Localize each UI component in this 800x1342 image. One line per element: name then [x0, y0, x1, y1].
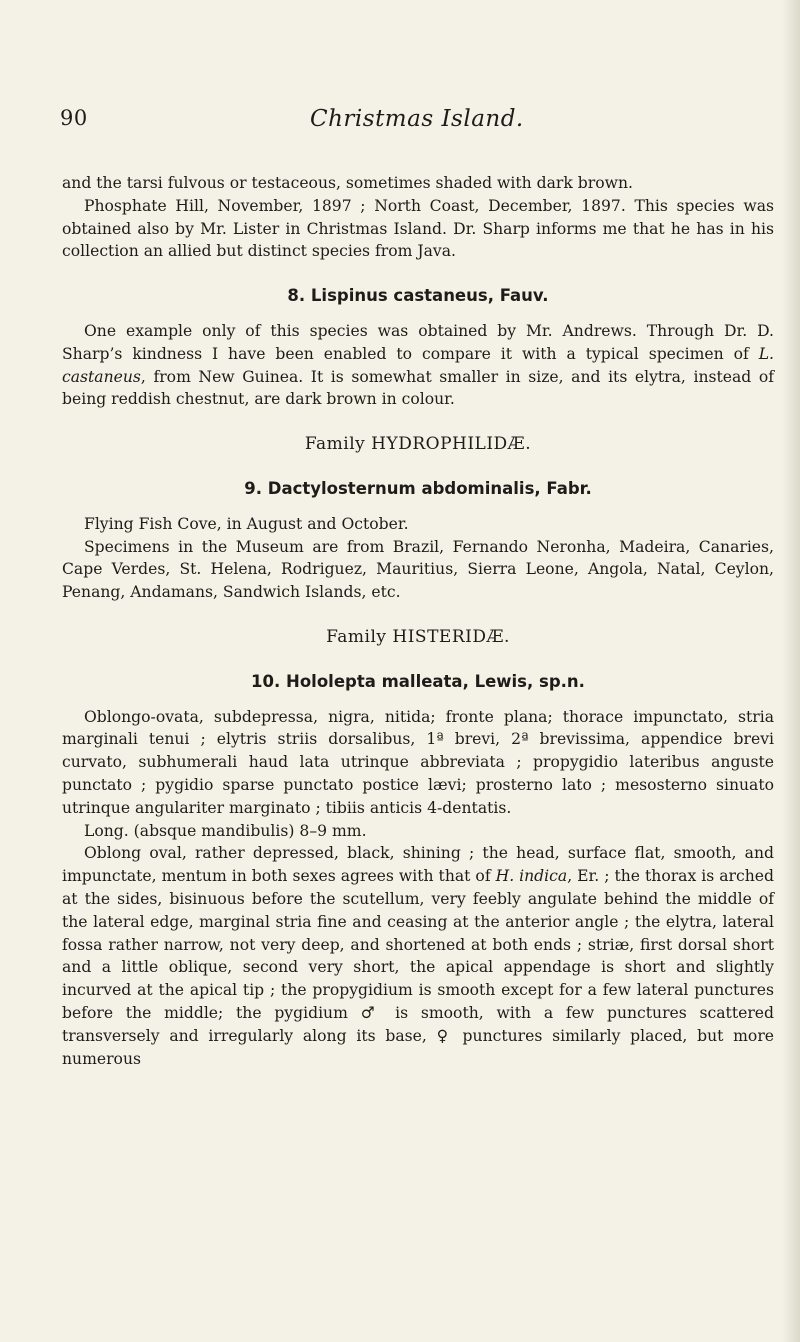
text-run: Oblong oval, rather depressed, black, shining ; the head, surface flat, smooth, and impunctate, mentum in both sexes agrees with that of	[62, 844, 774, 886]
species-name-italic: H. indica	[495, 867, 568, 886]
species-heading: 10. Hololepta malleata, Lewis, sp.n.	[251, 671, 585, 691]
paragraph: Specimens in the Museum are from Brazil, Fernando Neronha, Madeira, Canaries, Cape Verdes, St. Helena, Rodriguez, Mauritius, Sierra Leone, Angola, Natal, Ceylon, Penang, Andamans, Sandwich Islands, etc.	[62, 537, 774, 602]
species-name-italic: L. castaneus	[62, 344, 774, 386]
paragraph	[62, 842, 774, 1070]
text-run: , from New Guinea. It is somewhat smaller in size, and its elytra, instead of being reddish chestnut, are dark brown in colour.	[62, 367, 774, 409]
page-edge-shadow	[782, 0, 800, 1342]
paragraph	[62, 320, 774, 411]
paragraph: Flying Fish Cove, in August and October.	[84, 514, 409, 533]
species-heading: 8. Lispinus castaneus, Fauv.	[287, 286, 549, 306]
paragraph: Phosphate Hill, November, 1897 ; North Coast, December, 1897. This species was obtained also by Mr. Lister in Christmas Island. Dr. Sharp informs me that he has in his collection an allied but distinct species from Java.	[62, 196, 774, 261]
paragraph: Long. (absque mandibulis) 8–9 mm.	[84, 821, 367, 840]
page-header	[60, 106, 760, 142]
page-number: 90	[60, 106, 88, 130]
family-heading: Family HYDROPHILIDÆ.	[304, 434, 532, 455]
text-run: , Er. ; the thorax is arched at the sides, bisinuous before the scutellum, very feebly angulate behind the middle of the lateral edge, marginal stria fine and ceasing at the anterior angle ; the elytra, lateral fossa rather narrow, not very deep, and shortened at both ends ; striæ, first dorsal short and a little oblique, second very short, the apical appendage is short and slightly incurved at the apical tip ; the propygidium is smooth except for a few lateral punctures before the middle; the pygidium ♂ is smooth, with a few punctures scattered transversely and irregularly along its base, ♀ punctures similarly placed, but more numerous	[62, 867, 774, 1068]
latin-description: Oblongo-ovata, subdepressa, nigra, nitida; fronte plana; thorace impunctato, stria marginali tenui ; elytris striis dorsalibus, 1ª brevi, 2ª brevissima, appendice brevi curvato, subhumerali haud lata utrinque abbreviata ; propygidio lateribus anguste punctato ; pygidio sparse punctato postice lævi; prosterno lato ; mesosterno sinuato utrinque angulariter marginato ; tibiis anticis 4-dentatis.	[62, 707, 774, 817]
body-text	[62, 172, 774, 1070]
running-title: Christmas Island.	[310, 106, 524, 132]
text-run: One example only of this species was obtained by Mr. Andrews. Through Dr. D. Sharp’s kindness I have been enabled to compare it with a typical specimen of	[62, 321, 774, 363]
family-heading: Family HISTERIDÆ.	[326, 626, 510, 647]
species-heading: 9. Dactylosternum abdominalis, Fabr.	[244, 478, 592, 498]
paragraph: and the tarsi fulvous or testaceous, sometimes shaded with dark brown.	[62, 174, 633, 192]
